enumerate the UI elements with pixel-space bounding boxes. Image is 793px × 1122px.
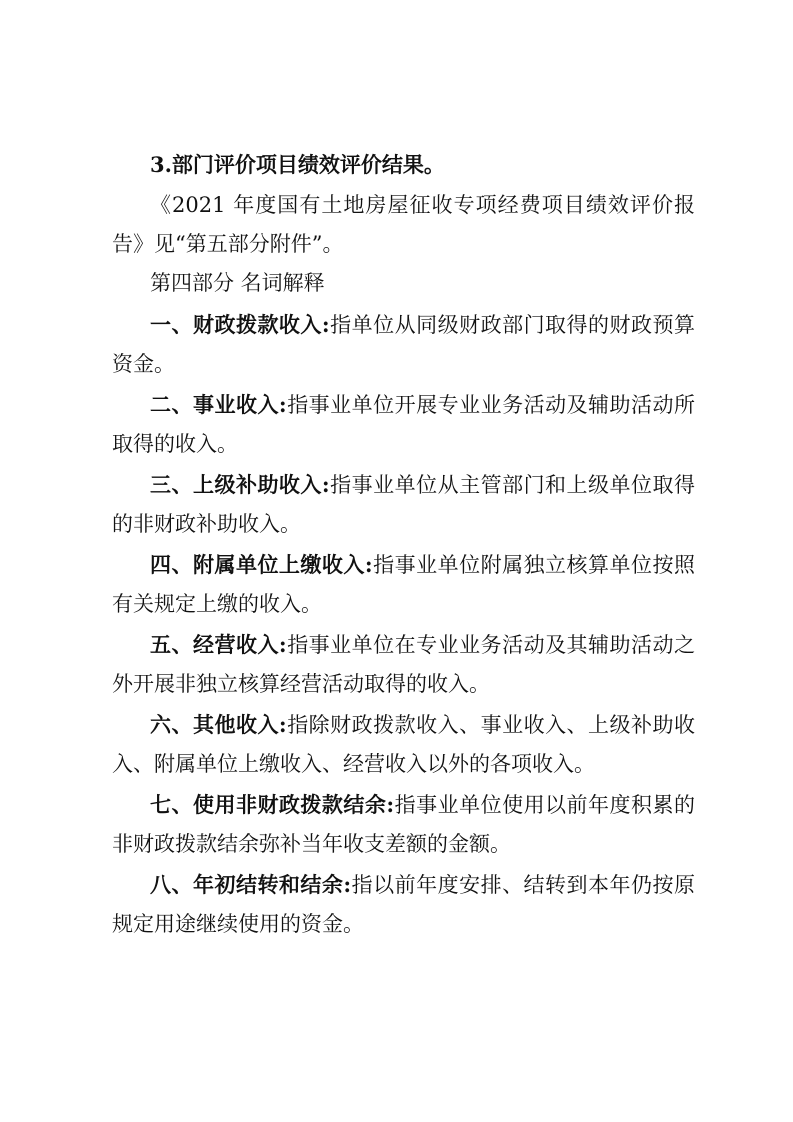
section3-heading: 3.部门评价项目绩效评价结果。 — [150, 152, 445, 177]
term-1-label: 一、财政拨款收入: — [150, 312, 330, 337]
term-2-label: 二、事业收入: — [150, 392, 287, 417]
term-7-line2: 非财政拨款结余弥补当年收支差额的金额。 — [112, 832, 511, 856]
term-5-definition: 指事业单位在专业业务活动及其辅助活动之 — [286, 633, 695, 657]
term-2-line1 — [150, 390, 695, 420]
term-1-definition: 指单位从同级财政部门取得的财政预算 — [329, 313, 695, 337]
term-3-line1 — [150, 470, 695, 500]
term-4-line1 — [150, 550, 695, 580]
term-7-line1 — [150, 790, 695, 820]
term-8-definition: 指以前年度安排、结转到本年仍按原 — [351, 873, 695, 897]
term-8-line2: 规定用途继续使用的资金。 — [112, 912, 364, 936]
term-7-label: 七、使用非财政拨款结余: — [150, 792, 395, 817]
part4-title: 第四部分 名词解释 — [150, 271, 325, 295]
term-3-label: 三、上级补助收入: — [150, 472, 330, 497]
term-6-line1 — [150, 710, 695, 740]
term-2-definition: 指事业单位开展专业业务活动及辅助活动所 — [286, 393, 695, 417]
term-5-line2: 外开展非独立核算经营活动取得的收入。 — [112, 672, 490, 696]
term-6-definition: 指除财政拨款收入、事业收入、上级补助收 — [286, 713, 695, 737]
term-8-line1 — [150, 870, 695, 900]
term-5-label: 五、经营收入: — [150, 632, 287, 657]
term-1-line2: 资金。 — [112, 352, 175, 376]
term-4-label: 四、附属单位上缴收入: — [150, 552, 373, 577]
term-2-line2: 取得的收入。 — [112, 432, 238, 456]
term-8-label: 八、年初结转和结余: — [150, 872, 352, 897]
section3-body-line2: 告》见“第五部分附件”。 — [112, 232, 344, 256]
term-3-definition: 指事业单位从主管部门和上级单位取得 — [329, 473, 695, 497]
term-7-definition: 指事业单位使用以前年度积累的 — [394, 793, 695, 817]
term-3-line2: 的非财政补助收入。 — [112, 512, 301, 536]
term-4-definition: 指事业单位附属独立核算单位按照 — [372, 553, 695, 577]
term-4-line2: 有关规定上缴的收入。 — [112, 592, 322, 616]
term-5-line1 — [150, 630, 695, 660]
term-1-line1 — [150, 310, 695, 340]
section3-body-line1: 《2021 年度国有土地房屋征收专项经费项目绩效评价报 — [150, 193, 695, 217]
term-6-line2: 入、附属单位上缴收入、经营收入以外的各项收入。 — [112, 752, 595, 776]
term-6-label: 六、其他收入: — [150, 712, 287, 737]
